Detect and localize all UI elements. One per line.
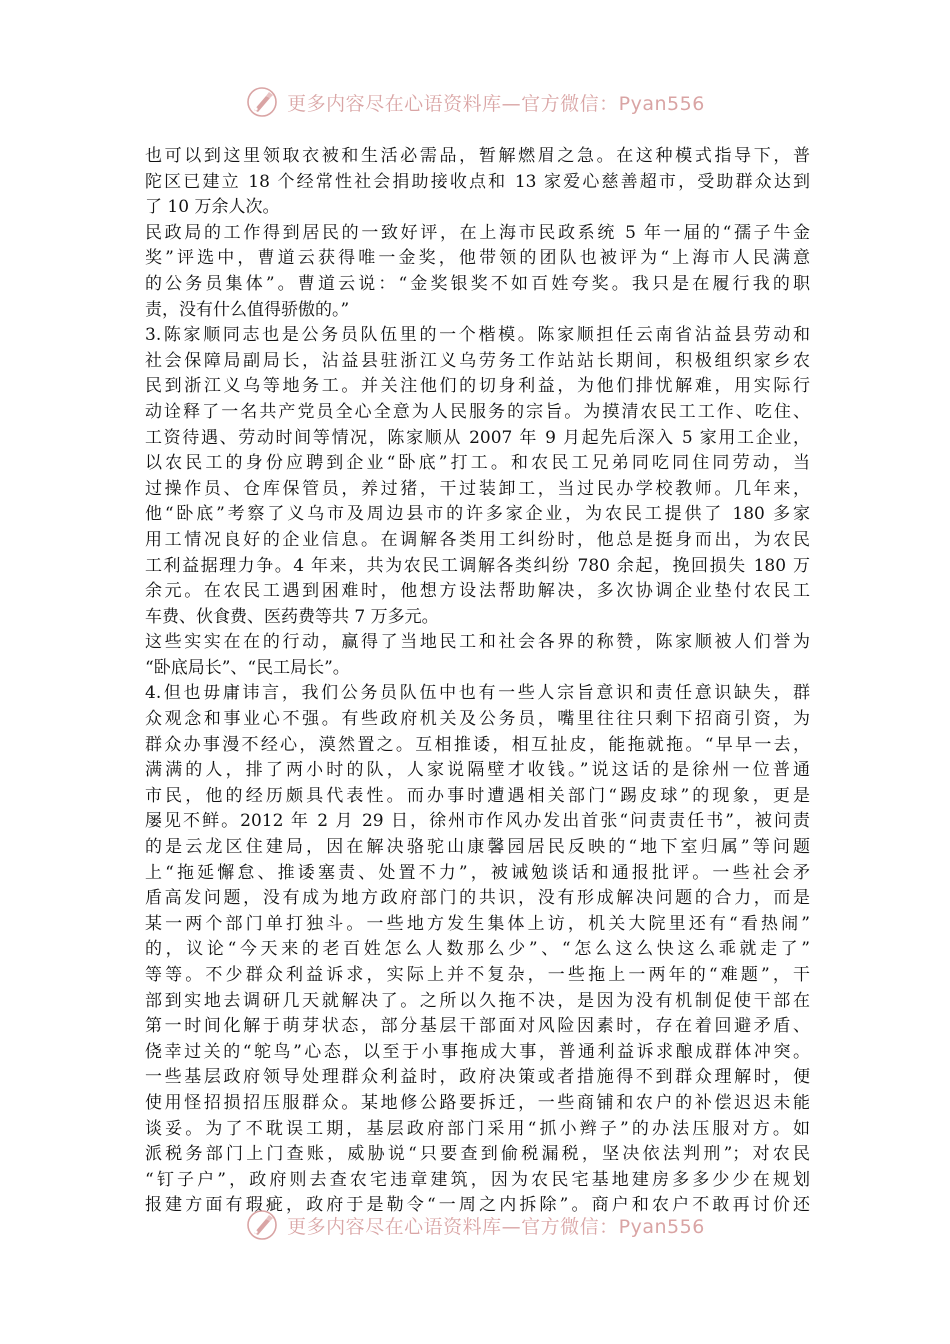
- pen-nib-logo-icon: [245, 1208, 279, 1242]
- text-line: 使用怪招损招压服群众。某地修公路要拆迁，一些商铺和农户的补偿迟迟未能: [145, 1092, 810, 1113]
- text-line: 4.但也毋庸讳言，我们公务员队伍中也有一些人宗旨意识和责任意识缺失，群: [145, 683, 810, 704]
- text-line: 谈妥。为了不耽误工期，基层政府部门采用“抓小辫子”的办法压服对方。如: [145, 1118, 810, 1139]
- text-line: 一些基层政府领导处理群众利益时，政府决策或者措施得不到群众理解时，便: [145, 1067, 810, 1088]
- header-watermark: [0, 82, 950, 122]
- text-line: 某一两个部门单打独斗。一些地方发生集体上访，机关大院里还有“看热闹”: [145, 913, 810, 934]
- text-line: 第一时间化解于萌芽状态，部分基层干部面对风险因素时，存在着回避矛盾、: [145, 1016, 810, 1037]
- text-line: 也可以到这里领取衣被和生活必需品，暂解燃眉之急。在这种模式指导下，普: [145, 146, 810, 166]
- text-line: 陀区已建立 18 个经常性社会捐助接收点和 13 家爱心慈善超市，受助群众达到: [145, 171, 810, 192]
- text-line: 的公务员集体”。曹道云说：“金奖银奖不如百姓夸奖。我只是在履行我的职: [145, 273, 810, 294]
- watermark-text: 更多内容尽在心语资料库—官方微信：Pyan556: [287, 1215, 705, 1238]
- text-line: 盾高发问题，没有成为地方政府部门的共识，没有形成解决问题的合力，而是: [145, 888, 810, 909]
- text-line: 群众办事漫不经心，漠然置之。互相推诿，相互扯皮，能拖就拖。“早早一去，: [145, 734, 810, 755]
- text-line: 等等。不少群众利益诉求，实际上并不复杂，一些拖上一两年的“难题”，干: [145, 965, 810, 985]
- text-line: 派税务部门上门查账，威胁说“只要查到偷税漏税，坚决依法判刑”；对农民: [145, 1144, 810, 1165]
- document-body: [145, 144, 810, 1219]
- text-line: 了 10 万余人次。: [145, 197, 280, 218]
- text-line: “卧底局长”、“民工局长”。: [145, 657, 350, 678]
- text-line: 的，议论“今天来的老百姓怎么人数那么少”、“怎么这么快这么乖就走了”: [145, 939, 810, 960]
- text-line: 他“卧底”考察了义乌市及周边县市的许多家企业，为农民工提供了 180 多家: [145, 504, 810, 525]
- text-line: 的是云龙区住建局，因在解决骆驼山康馨园居民反映的“地下室归属”等问题: [145, 837, 810, 858]
- text-line: 部到实地去调研几天就解决了。之所以久拖不决，是因为没有机制促使干部在: [145, 990, 810, 1011]
- text-line: 上“拖延懈怠、推诿塞责、处置不力”，被诫勉谈话和通报批评。一些社会矛: [145, 862, 810, 883]
- text-line: 民政局的工作得到居民的一致好评，在上海市民政系统 5 年一届的“孺子牛金: [145, 222, 810, 243]
- text-line: 满满的人，排了两小时的队，人家说隔壁才收钱。”说这话的是徐州一位普通: [145, 760, 810, 781]
- text-line: 余元。在农民工遇到困难时，他想方设法帮助解决，多次协调企业垫付农民工: [145, 581, 810, 602]
- footer-watermark: [0, 1205, 950, 1245]
- text-line: 工利益据理力争。4 年来，共为农民工调解各类纠纷 780 余起，挽回损失 180 万: [145, 555, 810, 576]
- text-line: “钉子户”，政府则去查农宅违章建筑，因为农民宅基地建房多多少少在规划: [145, 1169, 810, 1190]
- text-line: 工资待遇、劳动时间等情况，陈家顺从 2007 年 9 月起先后深入 5 家用工企业，: [145, 427, 810, 448]
- text-line: 以农民工的身份应聘到企业“卧底”打工。和农民工兄弟同吃同住同劳动，当: [145, 453, 810, 474]
- text-line: 侥幸过关的“鸵鸟”心态，以至于小事拖成大事，普通利益诉求酿成群体冲突。: [145, 1041, 810, 1062]
- text-line: 责，没有什么值得骄傲的。”: [145, 299, 350, 320]
- text-line: 民到浙江义乌等地务工。并关注他们的切身利益，为他们排忧解难，用实际行: [145, 376, 810, 397]
- text-line: 市民，他的经历颇具代表性。而办事时遭遇相关部门“踢皮球”的现象，更是: [145, 785, 810, 806]
- text-line: 奖”评选中，曹道云获得唯一金奖，他带领的团队也被评为“上海市人民满意: [145, 248, 810, 269]
- text-line: 社会保障局副局长，沾益县驻浙江义乌劳务工作站站长期间，积极组织家乡农: [145, 350, 810, 371]
- text-line: 众观念和事业心不强。有些政府机关及公务员，嘴里往往只剩下招商引资，为: [145, 709, 810, 730]
- text-line: 用工情况良好的企业信息。在调解各类用工纠纷时，他总是挺身而出，为农民: [145, 529, 810, 550]
- watermark-text: 更多内容尽在心语资料库—官方微信：Pyan556: [287, 92, 705, 115]
- text-line: 动诠释了一名共产党员全心全意为人民服务的宗旨。为摸清农民工工作、吃住、: [145, 401, 810, 422]
- text-line: 3.陈家顺同志也是公务员队伍里的一个楷模。陈家顺担任云南省沾益县劳动和: [145, 325, 810, 346]
- text-line: 报建方面有瑕疵，政府于是勒令“一周之内拆除”。商户和农户不敢再讨价还: [145, 1195, 810, 1216]
- text-line: 车费、伙食费、医药费等共 7 万多元。: [145, 606, 439, 627]
- pen-nib-logo-icon: [245, 85, 279, 119]
- text-line: 这些实实在在的行动，赢得了当地民工和社会各界的称赞，陈家顺被人们誉为: [145, 632, 810, 653]
- text-line: 过操作员、仓库保管员，养过猪，干过装卸工，当过民办学校教师。几年来，: [145, 478, 810, 499]
- text-line: 屡见不鲜。2012 年 2 月 29 日，徐州市作风办发出首张“问责责任书”，被问责: [145, 811, 810, 832]
